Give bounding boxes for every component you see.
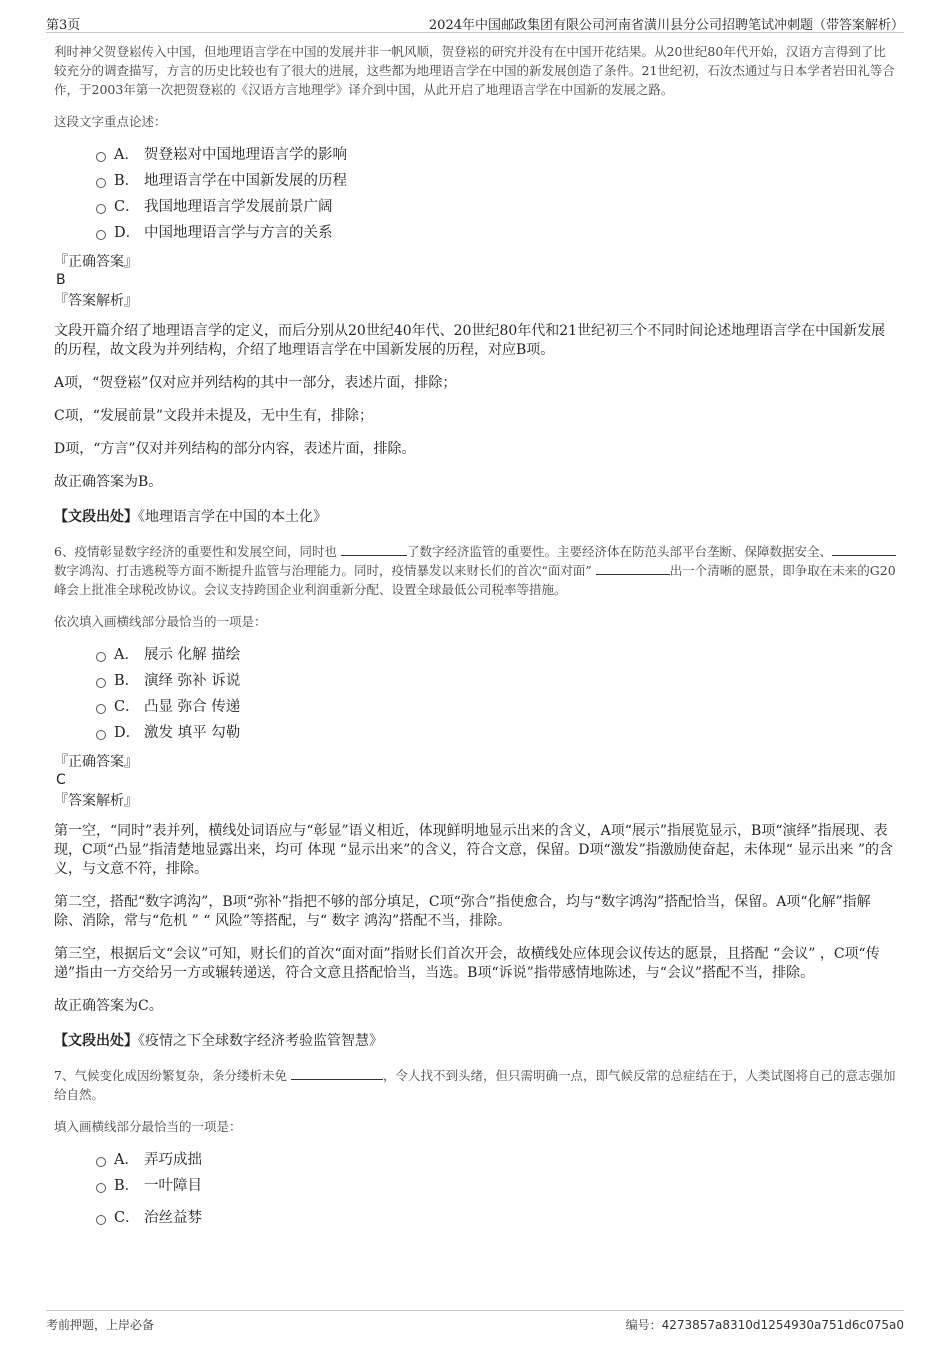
q6-stem-part-4: 出一个清晰的愿景，即争取在未来的G20峰会上批准全球税改协议。会议支持跨国企业利润重新分配、设置全球最低公司税率等措施。 [54,563,896,597]
option-letter: D． [114,725,141,741]
q7-option-a[interactable] [54,1147,896,1173]
q6-analysis-4: 故正确答案为C。 [54,998,163,1014]
document-body [54,40,896,1231]
q5-option-b[interactable] [54,168,896,194]
code-label: 编号： [625,1318,662,1332]
q5-source [54,506,896,526]
option-letter: C． [114,199,140,215]
radio-icon[interactable] [96,678,106,688]
q5-option-a[interactable] [54,142,896,168]
page-header [46,12,904,33]
q6-answer-label: 『正确答案』 [54,754,138,770]
option-text: 激发 填平 勾勒 [144,725,241,741]
q5-answer: B [56,272,66,288]
q6-stem [54,542,896,599]
radio-icon[interactable] [96,704,106,714]
q6-stem-part-1: 6、疫情彰显数字经济的重要性和发展空间，同时也 [54,544,341,559]
radio-icon[interactable] [96,230,106,240]
q5-answer-label: 『正确答案』 [54,254,138,270]
page-footer [46,1310,904,1335]
option-text: 演绎 弥补 诉说 [144,673,241,689]
q7-option-b[interactable] [54,1173,896,1199]
q5-analysis-1: 文段开篇介绍了地理语言学的定义，而后分别从20世纪40年代、20世纪80年代和21世纪初三个不同时间论述地理语言学在中国新发展的历程，故文段为并列结构，介绍了地理语言学在中国新发展的历程，对应B项。 [54,323,886,358]
q6-analysis-1: 第一空，“同时”表并列，横线处词语应与“彰显”语义相近，体现鲜明地显示出来的含义，A项“展示”指展览显示，B项“演绎”指展现、表现，C项“凸显”指清楚地显露出来，均可 体现 “显示出来”的含义，符合文意，保留。D项“激发”指激励使奋起，未体现“ 显示出来 ”的含义，与文意不符，排除。 [54,823,893,877]
option-letter: C． [114,1210,140,1226]
footer-slogan: 考前押题，上岸必备 [46,1318,155,1332]
option-text: 展示 化解 描绘 [144,647,241,663]
radio-icon[interactable] [96,652,106,662]
source-label: 【文段出处】 [54,509,138,525]
q5-analysis-label: 『答案解析』 [54,293,138,309]
document-title: 2024年中国邮政集团有限公司河南省潢川县分公司招聘笔试冲刺题（带答案解析） [428,18,904,33]
q5-options [54,142,896,246]
q6-prompt: 依次填入画横线部分最恰当的一项是： [54,614,267,629]
q6-analysis-3: 第三空，根据后文“会议”可知，财长们的首次“面对面”指财长们首次开会，故横线处应体现会议传达的愿景，且搭配 “会议” ，C项“传递”指由一方交给另一方或辗转递送，符合文意且搭配恰当，当选。B项“诉说”指带感情地陈述，与“会议”搭配不当，排除。 [54,946,880,981]
q5-option-c[interactable] [54,194,896,220]
q7-stem-part-2: ，令人找不到头绪，但只需明确一点，即气候反常的总症结在于，人类试图将自己的意志强加给自然。 [54,1068,896,1102]
radio-icon[interactable] [96,152,106,162]
q6-options [54,642,896,746]
option-text: 地理语言学在中国新发展的历程 [144,173,347,189]
q5-analysis-4: D项，“方言”仅对并列结构的部分内容，表述片面，排除。 [54,441,416,457]
option-letter: A． [114,1152,139,1168]
option-text: 中国地理语言学与方言的关系 [144,225,333,241]
source-title: 《地理语言学在中国的本土化》 [138,509,327,525]
q6-blank-3 [596,562,670,575]
option-letter: B． [114,673,140,689]
source-label: 【文段出处】 [54,1033,138,1049]
code-value: 4273857a8310d1254930a751d6c075a0 [661,1318,904,1332]
q6-blank-1 [341,543,407,556]
q7-option-c[interactable] [54,1205,896,1231]
option-text: 我国地理语言学发展前景广阔 [144,199,333,215]
radio-icon[interactable] [96,1215,106,1225]
q6-option-c[interactable] [54,694,896,720]
q5-analysis-2: A项，“贺登崧”仅对应并列结构的其中一部分，表述片面，排除； [54,375,457,391]
q7-stem [54,1066,896,1104]
q6-analysis-label: 『答案解析』 [54,793,138,809]
q6-stem-part-3: 数字鸿沟、打击逃税等方面不断提升监管与治理能力。同时，疫情暴发以来财长们的首次“面对面” [54,563,596,578]
q5-analysis-3: C项，“发展前景”文段并未提及，无中生有，排除； [54,408,374,424]
option-text: 一叶障目 [144,1178,202,1194]
q5-prompt: 这段文字重点论述： [54,114,167,129]
q7-prompt: 填入画横线部分最恰当的一项是： [54,1119,242,1134]
q7-blank-1 [291,1067,383,1080]
q5-analysis-5: 故正确答案为B。 [54,474,163,490]
q5-passage: 利时神父贺登崧传入中国，但地理语言学在中国的发展并非一帆风顺，贺登崧的研究并没有在中国开花结果。从20世纪80年代开始，汉语方言得到了比较充分的调查描写，方言的历史比较也有了很大的进展，这些都为地理语言学在中国的新发展创造了条件。21世纪初，石汝杰通过与日本学者岩田礼等合作，于2003年第一次把贺登崧的《汉语方言地理学》译介到中国，从此开启了地理语言学在中国新的发展之路。 [54,44,895,97]
q6-stem-part-2: 了数字经济监管的重要性。主要经济体在防范头部平台垄断、保障数据安全、 [406,544,832,559]
option-text: 贺登崧对中国地理语言学的影响 [144,147,347,163]
radio-icon[interactable] [96,730,106,740]
option-letter: A． [114,147,139,163]
option-letter: C． [114,699,140,715]
document-code [626,1316,904,1333]
option-letter: A． [114,647,139,663]
option-text: 凸显 弥合 传递 [144,699,241,715]
radio-icon[interactable] [96,1183,106,1193]
page-number: 第3页 [46,18,81,33]
q6-blank-2 [832,543,896,556]
source-title: 《疫情之下全球数字经济考验监管智慧》 [138,1033,383,1049]
q6-source [54,1030,896,1050]
q7-options [54,1147,896,1231]
option-text: 弄巧成拙 [144,1152,202,1168]
q7-stem-part-1: 7、气候变化成因纷繁复杂，条分缕析未免 [54,1068,291,1083]
q6-option-b[interactable] [54,668,896,694]
option-letter: B． [114,1178,140,1194]
q6-option-a[interactable] [54,642,896,668]
option-letter: B． [114,173,140,189]
radio-icon[interactable] [96,204,106,214]
q6-analysis-2: 第二空，搭配“数字鸿沟”，B项“弥补”指把不够的部分填足，C项“弥合”指使愈合，均与“数字鸿沟”搭配恰当，保留。A项“化解”指解除、消除，常与“危机 ” “ 风险”等搭配，与“ 数字 鸿沟”搭配不当，排除。 [54,894,871,929]
option-letter: D． [114,225,141,241]
q6-answer: C [56,772,66,788]
q5-option-d[interactable] [54,220,896,246]
radio-icon[interactable] [96,1157,106,1167]
option-text: 治丝益棼 [144,1210,202,1226]
radio-icon[interactable] [96,178,106,188]
q6-option-d[interactable] [54,720,896,746]
